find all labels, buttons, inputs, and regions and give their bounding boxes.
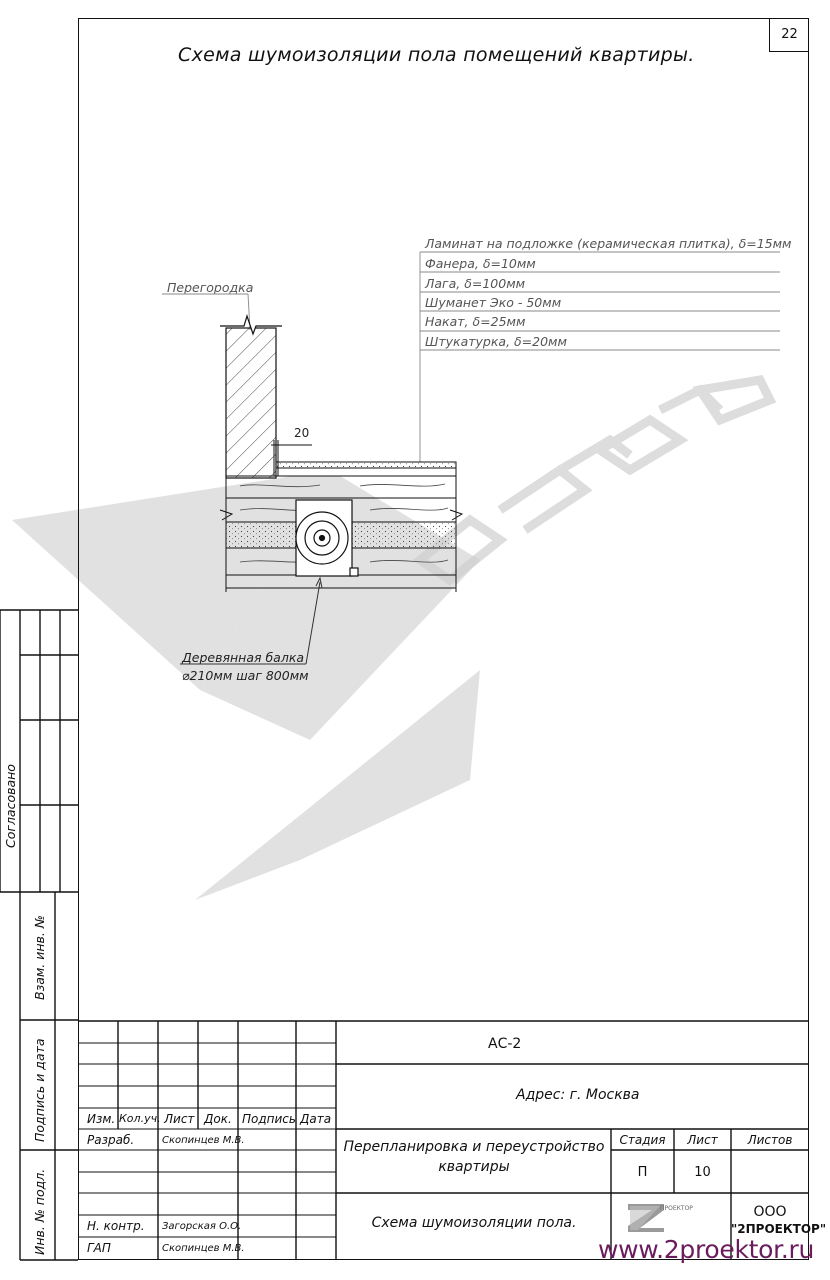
layer-label-5: Накат, δ=25мм	[425, 314, 526, 329]
sheet-name: Схема шумоизоляции пола.	[371, 1215, 577, 1231]
beam-label-line2: ⌀210мм шаг 800мм	[182, 668, 309, 683]
company-line2: "2ПРОЕКТОР"	[731, 1222, 827, 1236]
stamp-inv-replace: Взам. инв. №	[32, 915, 47, 1000]
col-header-data: Дата	[300, 1112, 332, 1126]
partition-label: Перегородка	[167, 280, 254, 295]
stamp-inv-orig: Инв. № подл.	[32, 1168, 47, 1255]
layer-label-4: Шуманет Эко - 50мм	[425, 295, 562, 310]
website-url: www.2proektor.ru	[598, 1235, 815, 1264]
layer-label-6: Штукатурка, δ=20мм	[425, 334, 567, 349]
page-number: 22	[769, 18, 809, 52]
role-norm: Н. контр.	[87, 1219, 145, 1233]
stamp-sign-date: Подпись и дата	[32, 1038, 47, 1142]
role-gap: ГАП	[87, 1241, 111, 1255]
logo-caption: ПРОЕКТОР	[660, 1205, 693, 1212]
company-line1: ООО	[753, 1204, 787, 1220]
col-header-kol: Кол.уч.	[119, 1112, 161, 1125]
col-header-podpis: Подпись	[242, 1112, 296, 1126]
sheet-value: 10	[694, 1165, 711, 1180]
doc-code: АС-2	[488, 1036, 522, 1052]
beam-label-line1: Деревянная балка	[182, 650, 305, 665]
role-dev: Разраб.	[87, 1133, 135, 1147]
stamp-agreed: Согласовано	[3, 764, 18, 848]
col-header-list: Лист	[164, 1112, 195, 1126]
stage-value: П	[637, 1165, 648, 1180]
sheet-header: Лист	[687, 1133, 718, 1147]
layer-label-1: Ламинат на подложке (керамическая плитка), δ=15мм	[425, 236, 792, 251]
stage-header: Стадия	[619, 1133, 666, 1147]
sheet-title: Схема шумоизоляции пола помещений квартиры.	[178, 44, 695, 66]
sheets-header: Листов	[747, 1133, 793, 1147]
layer-label-3: Лага, δ=100мм	[425, 276, 526, 291]
address: Адрес: г. Москва	[516, 1087, 640, 1103]
col-header-izm: Изм.	[87, 1112, 116, 1126]
col-header-dok: Док.	[204, 1112, 232, 1126]
project-title: Перепланировка и переустройство квартиры	[343, 1139, 605, 1175]
name-dev: Скопинцев М.В.	[162, 1135, 245, 1146]
layer-label-2: Фанера, δ=10мм	[425, 256, 536, 271]
name-norm: Загорская О.О.	[162, 1221, 242, 1232]
gap-dimension: 20	[294, 426, 310, 440]
name-gap: Скопинцев М.В.	[162, 1243, 245, 1254]
